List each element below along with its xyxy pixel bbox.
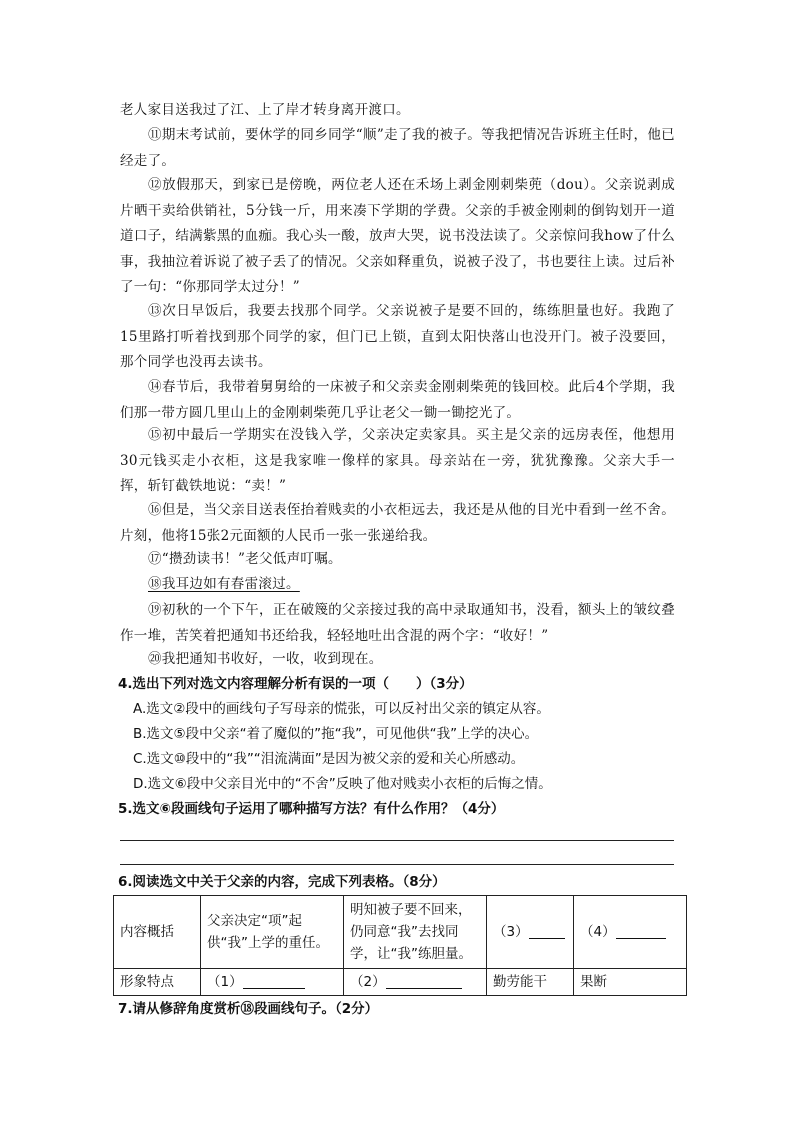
paragraph-continued: 老人家目送我过了江、上了岸才转身离开渡口。	[120, 102, 410, 118]
trait-cell-3: 勤劳能干	[487, 969, 574, 996]
content-cell-2: 明知被子要不回来，仍同意“我”去找同学，让“我”练胆量。	[344, 896, 487, 969]
paragraph-12: ⑫放假那天，到家已是傍晚，两位老人还在禾场上剥金刚刺柴蔸（dou）。父亲说剥成片晒干卖给供销社，5分钱一斤，用来凑下学期的学费。父亲的手被金刚刺的倒钩划开一道道口子，结满紫黑的血痂。我心头一酸，放声大哭，说书没法读了。父亲惊问我how了什么事，我抽泣着诉说了被子丢了的情况。父亲如释重负，说被子没了，书也要往上读。过后补了一句：“你那同学太过分！”	[120, 177, 675, 295]
question-5: 5.选文⑥段画线句子运用了哪种描写方法？有什么作用？（4分）	[118, 801, 505, 817]
answer-line-2[interactable]	[120, 864, 674, 865]
option-c: C.选文⑩段中的“我”“泪流满面”是因为被父亲的爱和关心所感动。	[133, 751, 525, 767]
blank-4[interactable]	[616, 924, 666, 939]
content-cell-1: 父亲决定“项”起供“我”上学的重任。	[201, 896, 344, 969]
paragraph-13: ⑬次日早饭后，我要去找那个同学。父亲说被子是要不回的，练练胆量也好。我跑了15里路打听着找到那个同学的家，但门已上锁，直到太阳快落山也没开门。被子没要回，那个同学也没再去读书。	[120, 303, 675, 370]
trait-cell-2[interactable]: （2）	[344, 969, 487, 996]
father-table	[113, 895, 687, 996]
paragraph-11: ⑪期末考试前，要休学的同乡同学“顺”走了我的被子。等我把情况告诉班主任时，他已经走了。	[120, 127, 675, 169]
paragraph-18	[120, 572, 675, 598]
blank-1[interactable]	[243, 974, 305, 989]
question-7: 7.请从修辞角度赏析⑱段画线句子。（2分）	[118, 1001, 379, 1017]
underlined-sentence: ⑱我耳边如有春雷滚过。	[148, 576, 300, 592]
paragraph-19: ⑲初秋的一个下午，正在破篾的父亲接过我的高中录取通知书，没看，额头上的皱纹叠作一堆，苦笑着把通知书还给我，轻轻地吐出含混的两个字：“收好！”	[120, 602, 675, 644]
content-cell-3[interactable]: （3）	[487, 896, 574, 969]
option-d: D.选文⑥段中父亲目光中的“不舍”反映了他对贱卖小衣柜的后悔之情。	[133, 776, 552, 792]
paragraph-14: ⑭春节后，我带着舅舅给的一床被子和父亲卖金刚刺柴蔸的钱回校。此后4个学期，我们那一带方圆几里山上的金刚刺柴蔸几乎让老父一锄一锄挖光了。	[120, 379, 675, 421]
table-row	[114, 896, 687, 969]
paragraph-15: ⑮初中最后一学期实在没钱入学，父亲决定卖家具。买主是父亲的远房表侄，他想用30元钱买走小衣柜，这是我家唯一像样的家具。母亲站在一旁，犹犹豫豫。父亲大手一挥，斩钉截铁地说：“卖！”	[120, 427, 675, 494]
table-row	[114, 969, 687, 996]
row-label-content: 内容概括	[114, 896, 201, 969]
content-cell-4[interactable]: （4）	[574, 896, 687, 969]
row-label-trait: 形象特点	[114, 969, 201, 996]
paragraph-17: ⑰“攒劲读书！”老父低声叮嘱。	[148, 551, 342, 567]
paragraph-20: ⑳我把通知书收好，一收，收到现在。	[148, 651, 383, 667]
blank-2[interactable]	[386, 974, 462, 989]
answer-line-1[interactable]	[120, 840, 674, 841]
question-6: 6.阅读选文中关于父亲的内容，完成下列表格。（8分）	[118, 874, 446, 890]
trait-cell-4: 果断	[574, 969, 687, 996]
paragraph-16: ⑯但是，当父亲目送表侄抬着贱卖的小衣柜远去，我还是从他的目光中看到一丝不舍。片刻，他将15张2元面额的人民币一张一张递给我。	[120, 502, 675, 544]
trait-cell-1[interactable]: （1）	[201, 969, 344, 996]
option-a: A.选文②段中的画线句子写母亲的慌张，可以反衬出父亲的镇定从容。	[133, 701, 550, 717]
question-4: 4.选出下列对选文内容理解分析有误的一项（ ）（3分）	[118, 676, 473, 692]
blank-3[interactable]	[529, 924, 565, 939]
option-b: B.选文⑤段中父亲“着了魔似的”拖“我”，可见他供“我”上学的决心。	[133, 726, 539, 742]
